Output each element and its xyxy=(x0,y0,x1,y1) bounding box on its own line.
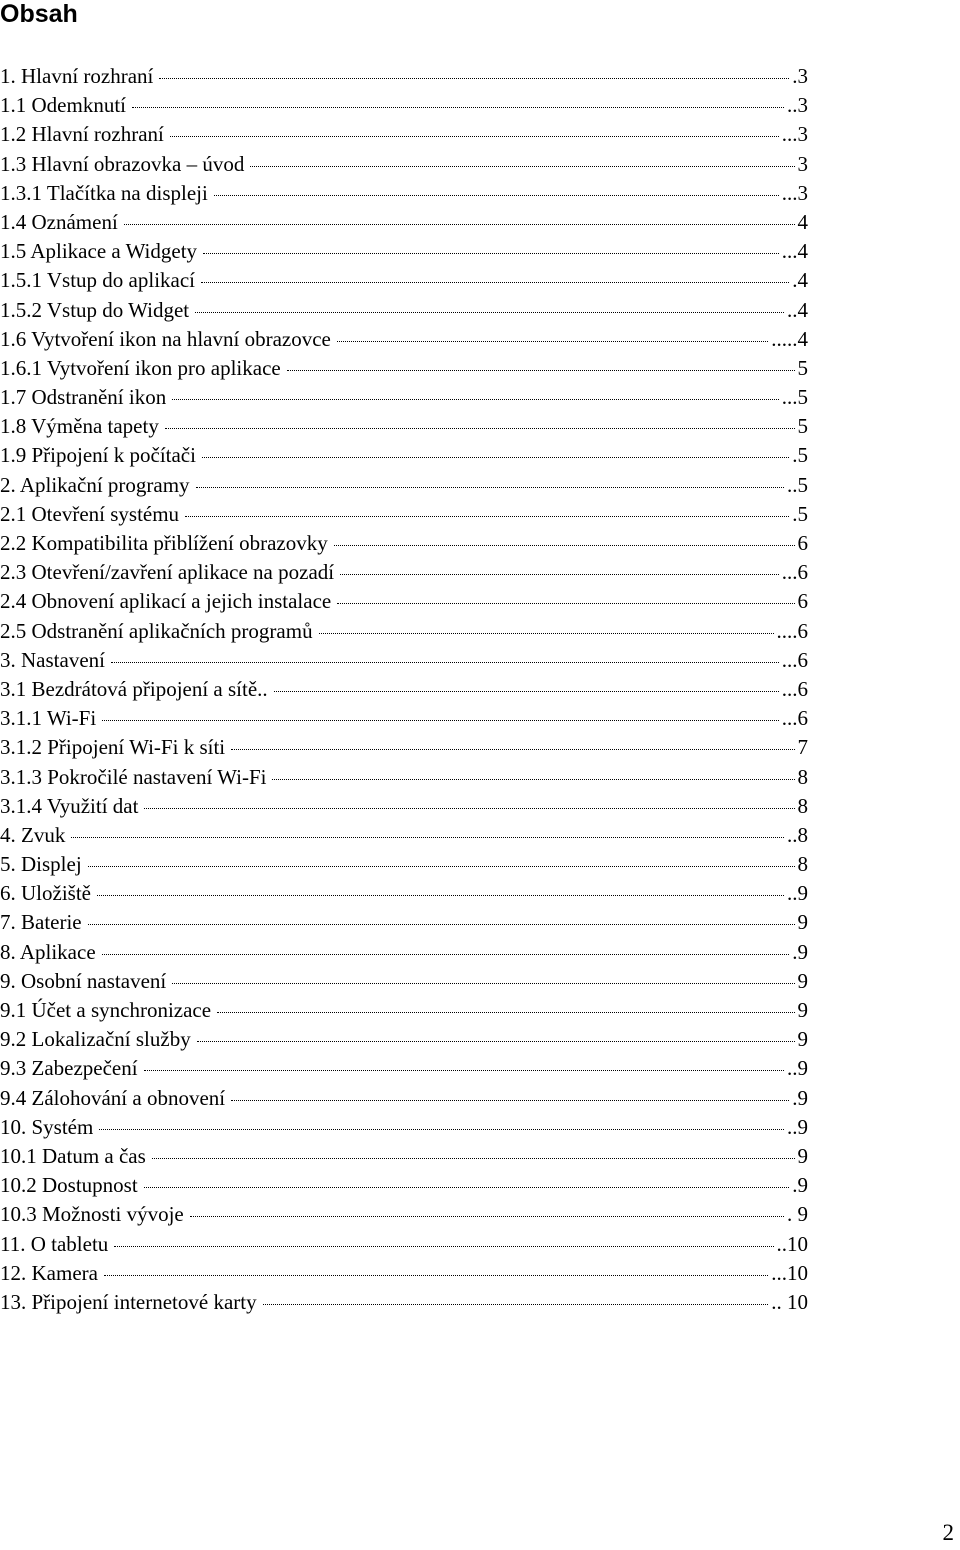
toc-entry-page: ...6 xyxy=(781,560,808,585)
toc-entry xyxy=(0,181,808,210)
toc-entry xyxy=(0,473,808,502)
dot-leader xyxy=(201,282,789,283)
toc-entry-page: ...6 xyxy=(781,706,808,731)
dot-leader xyxy=(88,866,795,867)
dot-leader xyxy=(185,516,789,517)
dot-leader xyxy=(231,1100,789,1101)
toc-entry-title: 1.6 Vytvoření ikon na hlavní obrazovce xyxy=(0,326,331,351)
toc-entry-title: 11. O tabletu xyxy=(0,1231,109,1256)
dot-leader xyxy=(144,808,794,809)
toc-entry xyxy=(0,881,808,910)
toc-entry xyxy=(0,560,808,589)
dot-leader xyxy=(144,1070,784,1071)
dot-leader xyxy=(104,1275,768,1276)
dot-leader xyxy=(197,1041,795,1042)
toc-entry xyxy=(0,794,808,823)
toc-entry-title: 9. Osobní nastavení xyxy=(0,968,167,993)
toc-entry xyxy=(0,64,808,93)
toc-entry-title: 9.2 Lokalizační služby xyxy=(0,1027,191,1052)
toc-entry xyxy=(0,268,808,297)
dot-leader xyxy=(203,253,779,254)
toc-entry xyxy=(0,619,808,648)
toc-entry-title: 9.4 Zálohování a obnovení xyxy=(0,1085,226,1110)
toc-entry-title: 3.1.1 Wi-Fi xyxy=(0,706,97,731)
table-of-contents xyxy=(0,64,808,1319)
toc-entry xyxy=(0,122,808,151)
toc-entry-page: .4 xyxy=(792,268,808,293)
toc-entry xyxy=(0,677,808,706)
toc-entry-page: . 9 xyxy=(787,1202,808,1227)
toc-entry xyxy=(0,998,808,1027)
toc-entry-page: .9 xyxy=(792,1085,808,1110)
toc-entry xyxy=(0,1086,808,1115)
toc-entry-page: 4 xyxy=(797,209,808,234)
toc-entry xyxy=(0,239,808,268)
dot-leader xyxy=(144,1187,790,1188)
toc-entry-title: 12. Kamera xyxy=(0,1260,98,1285)
dot-leader xyxy=(214,195,779,196)
dot-leader xyxy=(337,341,768,342)
toc-entry-page: ...10 xyxy=(771,1260,808,1285)
toc-entry-title: 1.2 Hlavní rozhraní xyxy=(0,122,164,147)
toc-entry-page: ..3 xyxy=(787,93,808,118)
dot-leader xyxy=(111,662,779,663)
toc-entry-page: 6 xyxy=(797,589,808,614)
toc-entry xyxy=(0,1202,808,1231)
toc-entry-page: ..9 xyxy=(787,881,808,906)
dot-leader xyxy=(340,574,779,575)
toc-entry-page: 9 xyxy=(797,998,808,1022)
toc-entry-page: ...4 xyxy=(781,239,808,264)
toc-entry xyxy=(0,735,808,764)
toc-entry xyxy=(0,1144,808,1173)
toc-entry xyxy=(0,1290,808,1319)
dot-leader xyxy=(71,837,784,838)
page-title: Obsah xyxy=(0,0,78,28)
dot-leader xyxy=(272,779,794,780)
dot-leader xyxy=(97,895,784,896)
dot-leader xyxy=(124,224,795,225)
toc-entry xyxy=(0,210,808,239)
toc-entry-page: 5 xyxy=(797,414,808,439)
toc-entry-title: 1.5 Aplikace a Widgety xyxy=(0,239,198,264)
toc-entry-page: ..9 xyxy=(787,1056,808,1081)
toc-entry xyxy=(0,443,808,472)
toc-entry-title: 3. Nastavení xyxy=(0,647,105,672)
toc-entry-title: 4. Zvuk xyxy=(0,822,66,847)
toc-entry-title: 5. Displej xyxy=(0,852,82,877)
toc-entry-title: 1.5.1 Vstup do aplikací xyxy=(0,268,196,293)
toc-entry xyxy=(0,414,808,443)
toc-entry xyxy=(0,356,808,385)
toc-entry xyxy=(0,1027,808,1056)
toc-entry-title: 10. Systém xyxy=(0,1114,94,1139)
dot-leader xyxy=(159,78,789,79)
toc-entry xyxy=(0,152,808,181)
toc-entry xyxy=(0,1173,808,1202)
toc-entry-page: 9 xyxy=(797,1027,808,1052)
toc-entry xyxy=(0,298,808,327)
toc-entry-page: ...5 xyxy=(781,385,808,410)
toc-entry-page: ..9 xyxy=(787,1114,808,1139)
toc-entry xyxy=(0,502,808,531)
toc-entry-page: .9 xyxy=(792,1173,808,1198)
toc-entry-title: 8. Aplikace xyxy=(0,939,96,964)
dot-leader xyxy=(202,457,789,458)
toc-entry-title: 2.1 Otevření systému xyxy=(0,501,180,526)
toc-entry xyxy=(0,648,808,677)
toc-entry xyxy=(0,589,808,618)
toc-entry-page: .. 10 xyxy=(771,1289,808,1314)
dot-leader xyxy=(195,312,784,313)
toc-entry xyxy=(0,910,808,939)
dot-leader xyxy=(263,1304,769,1305)
dot-leader xyxy=(287,370,795,371)
toc-entry-title: 3.1.2 Připojení Wi-Fi k síti xyxy=(0,735,226,760)
toc-entry-title: 3.1 Bezdrátová připojení a sítě.. xyxy=(0,676,268,701)
toc-entry-page: .5 xyxy=(792,501,808,526)
toc-entry-page: ...3 xyxy=(781,122,808,147)
toc-entry-title: 10.3 Možnosti vývoje xyxy=(0,1202,184,1227)
toc-entry-page: 9 xyxy=(797,1143,808,1168)
dot-leader xyxy=(250,166,794,167)
toc-entry-page: ....6 xyxy=(776,618,808,643)
toc-entry-page: .5 xyxy=(792,443,808,468)
toc-entry-title: 1.4 Oznámení xyxy=(0,209,118,234)
toc-entry xyxy=(0,852,808,881)
toc-entry-page: ...6 xyxy=(781,647,808,672)
toc-entry xyxy=(0,823,808,852)
dot-leader xyxy=(196,487,784,488)
toc-entry-title: 9.3 Zabezpečení xyxy=(0,1056,138,1081)
toc-entry-page: .....4 xyxy=(771,326,808,351)
toc-entry-title: 1.9 Připojení k počítači xyxy=(0,443,196,468)
dot-leader xyxy=(102,720,779,721)
toc-entry-title: 3.1.3 Pokročilé nastavení Wi-Fi xyxy=(0,764,267,789)
toc-entry xyxy=(0,531,808,560)
toc-entry-page: .9 xyxy=(792,939,808,964)
toc-entry-title: 3.1.4 Využití dat xyxy=(0,793,139,818)
toc-entry-page: ..8 xyxy=(787,822,808,847)
toc-entry-title: 9.1 Účet a synchronizace xyxy=(0,998,212,1022)
dot-leader xyxy=(217,1012,794,1013)
dot-leader xyxy=(231,749,794,750)
toc-entry-page: ..10 xyxy=(776,1231,808,1256)
dot-leader xyxy=(132,107,784,108)
toc-entry-title: 1.3 Hlavní obrazovka – úvod xyxy=(0,151,245,176)
toc-entry-title: 2.5 Odstranění aplikačních programů xyxy=(0,618,313,643)
toc-entry-title: 1.6.1 Vytvoření ikon pro aplikace xyxy=(0,355,281,380)
toc-entry-page: 9 xyxy=(797,910,808,935)
toc-entry xyxy=(0,706,808,735)
toc-entry-title: 1.3.1 Tlačítka na displeji xyxy=(0,180,208,205)
dot-leader xyxy=(165,428,795,429)
toc-entry-title: 2.3 Otevření/zavření aplikace na pozadí xyxy=(0,560,335,585)
toc-entry-title: 1. Hlavní rozhraní xyxy=(0,64,154,88)
toc-entry-page: 9 xyxy=(797,968,808,993)
toc-entry xyxy=(0,93,808,122)
dot-leader xyxy=(319,633,774,634)
dot-leader xyxy=(152,1158,795,1159)
toc-entry-title: 10.1 Datum a čas xyxy=(0,1143,146,1168)
dot-leader xyxy=(88,924,795,925)
toc-entry xyxy=(0,1261,808,1290)
toc-entry-page: .3 xyxy=(792,64,808,88)
toc-entry-page: 8 xyxy=(797,852,808,877)
dot-leader xyxy=(102,954,790,955)
dot-leader xyxy=(190,1216,784,1217)
toc-entry-title: 10.2 Dostupnost xyxy=(0,1173,138,1198)
toc-entry-page: 6 xyxy=(797,531,808,555)
dot-leader xyxy=(274,691,779,692)
dot-leader xyxy=(337,603,794,604)
toc-entry-page: ..5 xyxy=(787,472,808,497)
toc-entry xyxy=(0,1056,808,1085)
toc-entry-title: 2. Aplikační programy xyxy=(0,472,190,497)
toc-entry-title: 1.8 Výměna tapety xyxy=(0,414,159,439)
toc-entry-page: ...3 xyxy=(781,180,808,205)
toc-entry xyxy=(0,765,808,794)
toc-entry-title: 13. Připojení internetové karty xyxy=(0,1289,257,1314)
toc-entry-page: 3 xyxy=(797,151,808,176)
toc-entry-title: 6. Uložiště xyxy=(0,881,91,906)
dot-leader xyxy=(172,983,794,984)
toc-entry-page: ..4 xyxy=(787,297,808,322)
toc-entry-page: 5 xyxy=(797,355,808,380)
dot-leader xyxy=(172,399,779,400)
toc-entry xyxy=(0,940,808,969)
dot-leader xyxy=(114,1246,773,1247)
toc-entry-title: 1.7 Odstranění ikon xyxy=(0,385,167,410)
toc-entry-title: 7. Baterie xyxy=(0,910,82,935)
toc-entry-page: 7 xyxy=(797,735,808,760)
toc-entry xyxy=(0,1115,808,1144)
toc-entry-title: 1.1 Odemknutí xyxy=(0,93,126,118)
dot-leader xyxy=(170,136,779,137)
toc-entry-title: 2.4 Obnovení aplikací a jejich instalace xyxy=(0,589,332,614)
dot-leader xyxy=(99,1129,784,1130)
page-number: 2 xyxy=(942,1520,954,1545)
toc-entry xyxy=(0,385,808,414)
toc-entry xyxy=(0,327,808,356)
toc-entry-title: 2.2 Kompatibilita přiblížení obrazovky xyxy=(0,531,328,555)
toc-entry-title: 1.5.2 Vstup do Widget xyxy=(0,297,190,322)
toc-entry xyxy=(0,1232,808,1261)
toc-entry-page: 8 xyxy=(797,793,808,818)
toc-entry-page: ...6 xyxy=(781,676,808,701)
toc-entry xyxy=(0,969,808,998)
toc-entry-page: 8 xyxy=(797,764,808,789)
dot-leader xyxy=(334,545,795,546)
